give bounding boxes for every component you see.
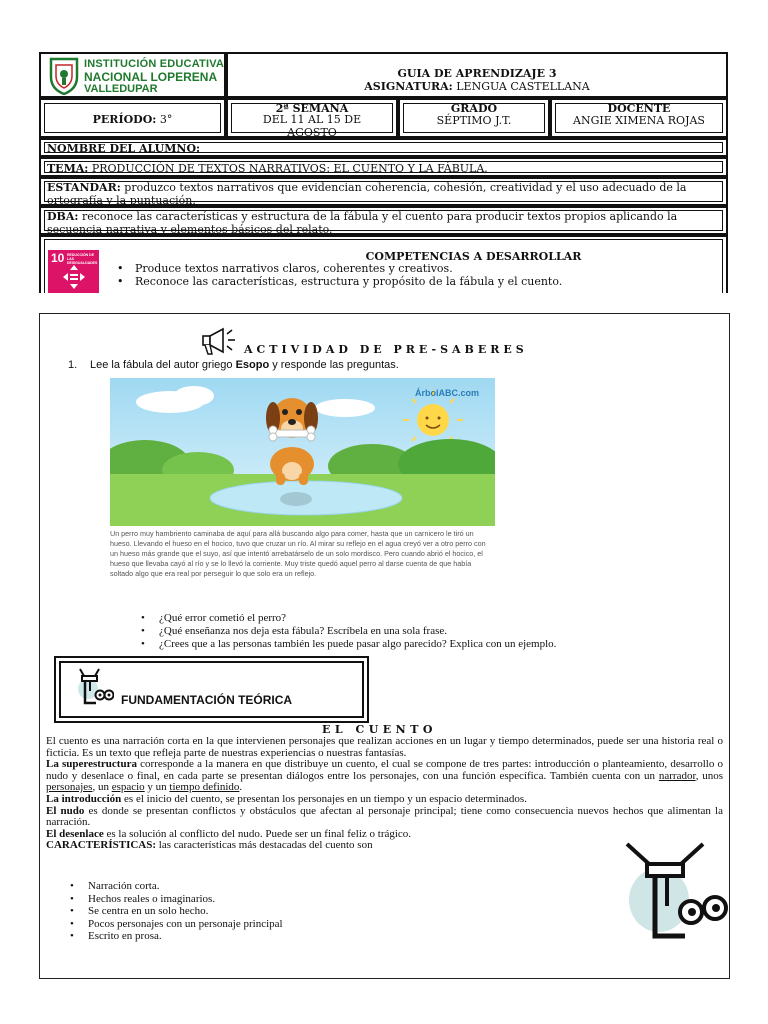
activity-instruction: 1. Lee la fábula del autor griego Esopo y responde las preguntas. (68, 359, 399, 371)
competencia-item: • Produce textos narrativos claros, coherentes y creativos. (109, 262, 709, 275)
theory-box (54, 656, 369, 723)
question-item: • ¿Qué enseñanza nos deja esta fábula? Escríbela en una sola frase. (133, 625, 723, 638)
theory-paragraph-4: El nudo es donde se presentan conflictos y obstáculos que afectan al personaje principal; tiene como consecuencia nuevos hechos que alimentan la narración. (46, 804, 724, 829)
sdg-number: 10 (51, 251, 65, 265)
competencia-item: • Reconoce las características, estructura y propósito de la fábula y el cuento. (109, 275, 709, 288)
subject-value: LENGUA CASTELLANA (456, 80, 590, 93)
theory-paragraph-1: El cuento es una narración corta en la que intervienen personajes que realizan acciones en un lugar y tiempo determinados, puede ser una historia real o ficticia. Es un texto que refleja parte de nuestras experiencias o nuestras fantasías. (46, 735, 723, 759)
estandar-label: ESTANDAR: (47, 181, 121, 194)
characteristic-item: • Se centra en un solo hecho. (62, 905, 482, 918)
competencias-row (39, 235, 728, 293)
fable-text: Un perro muy hambriento caminaba de aquí para allá buscando algo para comer, hasta que un carnicero le tiró un hueso. Llevando el hueso en el hocico, tuvo que cruzar un río. Al mirar su reflejo en el agua creyó ver a otro perro con un hueso más grande que el suyo, así que intentó arrebatárselo de un solo mordisco. Pero cuando abrió el hocico, el hueso que llevaba cayó al río y se lo llevó la corriente. Muy triste quedó aquel perro al darse cuenta de que había soltado algo que era real por perseguir lo que solo era un reflejo. (110, 529, 495, 609)
tema-row (39, 157, 728, 177)
week-title: 2ª SEMANA (275, 102, 349, 115)
theory-paragraph-2: La superestructura corresponde a la manera en que distribuye un cuento, el cual se compone de tres partes: introducción o planteamiento, desarrollo o nudo y desenlace o final, en cada parte se presentan diálogos entre los personajes, con una función específica. También cuenta con un narrador, unos personajes, un espacio y un tiempo definido. (46, 758, 724, 794)
question-item: • ¿Crees que a las personas también les puede pasar algo parecido? Explica con un ejemplo. (133, 638, 723, 651)
dba-row (39, 206, 728, 235)
dba-value: reconoce las características y estructura de la fábula y el cuento para producir textos propios aplicando la secuencia narrativa y elementos básicos del relato. (47, 210, 678, 236)
school-shield-icon (49, 57, 79, 95)
image-brand: ÁrbolABC.com (415, 388, 480, 398)
teacher-cell (550, 98, 728, 138)
tema-line (47, 162, 488, 175)
theory-paragraph-6: CARACTERÍSTICAS: las características más destacadas del cuento son (46, 839, 373, 852)
binoculars-robot-large-icon (621, 842, 731, 942)
grade-value: SÉPTIMO J.T. (436, 114, 512, 127)
theory-paragraph-5: El desenlace es la solución al conflicto del nudo. Puede ser un final feliz o trágico. (46, 827, 412, 840)
subject-label: ASIGNATURA: (364, 80, 453, 93)
school-name-line1: INSTITUCIÓN EDUCATIVA (84, 58, 225, 70)
competencias-list (109, 262, 709, 288)
theory-paragraph-3: La introducción es el inicio del cuento, se presentan los personajes en un tiempo y un espacio determinados. (46, 792, 527, 805)
sdg-10-badge (48, 250, 99, 293)
estandar-row (39, 177, 728, 206)
student-name-label: NOMBRE DEL ALUMNO: (47, 142, 201, 155)
period-line (41, 113, 224, 126)
period-value: 3° (159, 113, 173, 126)
grade-title: GRADO (450, 102, 498, 115)
period-cell (39, 98, 226, 138)
dog-by-lake-image (110, 378, 495, 526)
question-item: • ¿Qué error cometió el perro? (133, 612, 723, 625)
characteristic-item: • Escrito en prosa. (62, 930, 482, 943)
activity-title: ACTIVIDAD DE PRE-SABERES (244, 343, 528, 356)
week-dates: DEL 11 AL 15 DE AGOSTO (262, 113, 362, 139)
characteristic-item: • Hechos reales o imaginarios. (62, 893, 482, 906)
estandar-text (47, 181, 722, 207)
period-label: PERÍODO: (92, 113, 157, 126)
sdg-text: REDUCCIÓN DE LAS DESIGUALDADES (67, 253, 98, 265)
guide-title-cell (226, 52, 728, 98)
theory-box-title: FUNDAMENTACIÓN TEÓRICA (121, 693, 293, 707)
guide-title: GUIA DE APRENDIZAJE 3 (397, 67, 557, 80)
grade-cell (398, 98, 550, 138)
week-cell (226, 98, 398, 138)
characteristic-item: • Narración corta. (62, 880, 482, 893)
section-title: EL CUENTO (322, 723, 438, 736)
competencias-title: COMPETENCIAS A DESARROLLAR (365, 250, 582, 263)
tema-value: PRODUCCIÓN DE TEXTOS NARRATIVOS: EL CUENTO Y LA FÁBULA. (91, 162, 488, 175)
teacher-value: ANGIE XIMENA ROJAS (573, 114, 705, 127)
questions-list (133, 612, 723, 651)
subject-line (228, 80, 726, 93)
megaphone-icon (201, 325, 239, 357)
fable-illustration (110, 378, 495, 526)
item-number: 1. (68, 359, 78, 371)
teacher-title: DOCENTE (607, 102, 671, 115)
dba-text (47, 210, 722, 236)
tema-label: TEMA: (47, 162, 89, 175)
characteristics-list (62, 880, 482, 943)
school-name-line3: VALLEDUPAR (84, 83, 158, 95)
estandar-value: produzco textos narrativos que evidencian coherencia, cohesión, creatividad y el uso adecuado de la ortografía y la puntuación. (47, 181, 687, 207)
school-name-line2: NACIONAL LOPERENA (84, 70, 218, 84)
binoculars-robot-icon (74, 667, 114, 707)
theory-body (46, 736, 723, 852)
student-name-row[interactable] (39, 138, 728, 157)
author-name: Esopo (235, 359, 270, 371)
reduced-inequalities-icon (62, 264, 86, 290)
characteristic-item: • Pocos personajes con un personaje principal (62, 918, 482, 931)
school-logo-cell (39, 52, 226, 98)
dba-label: DBA: (47, 210, 79, 223)
